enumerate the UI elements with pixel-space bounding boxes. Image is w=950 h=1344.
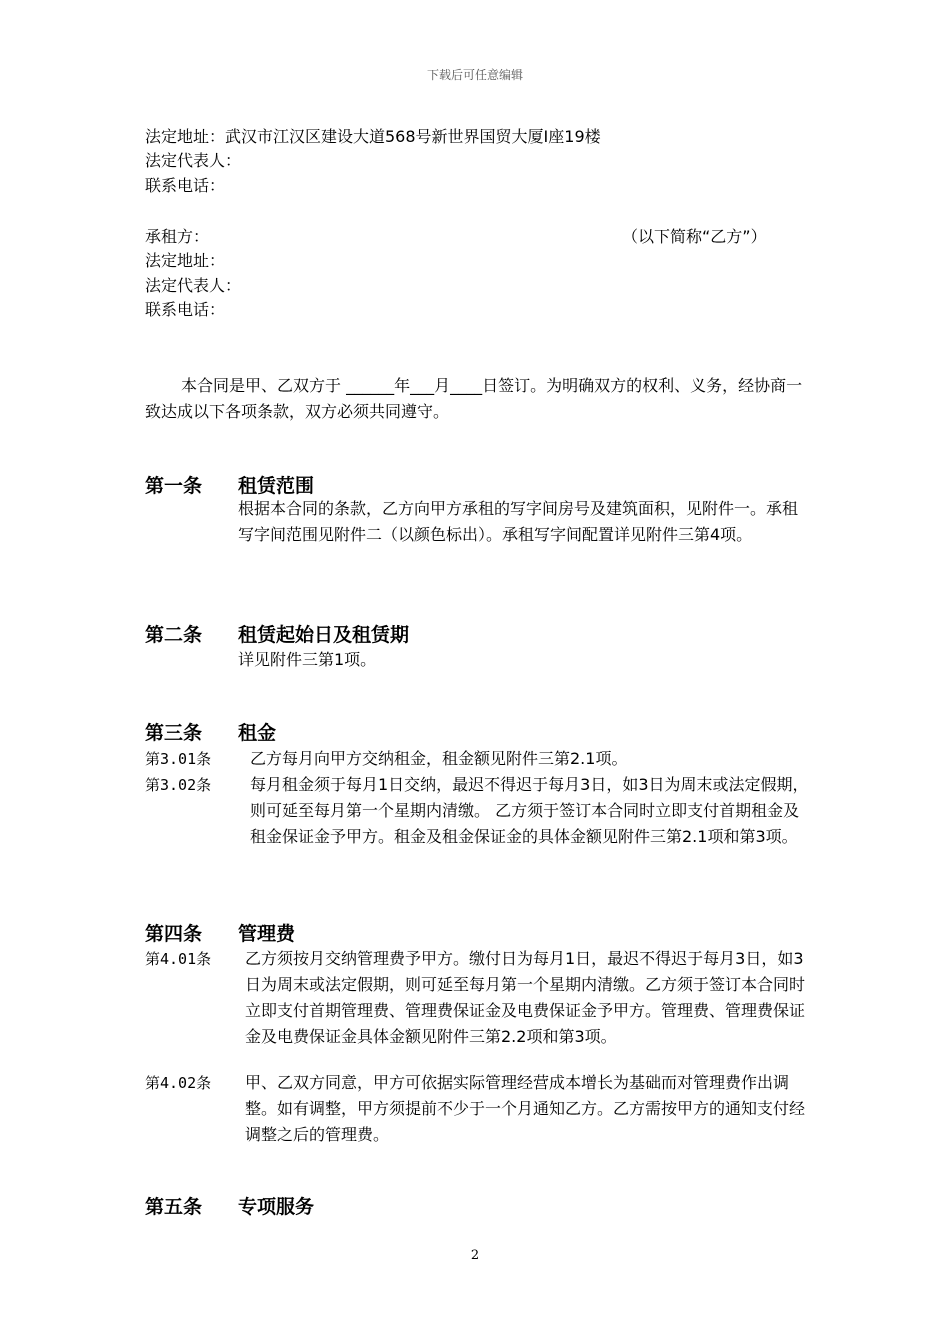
- lessor-representative: 法定代表人：: [145, 151, 242, 170]
- article-number: 第五条: [145, 1196, 203, 1218]
- article-number: 第三条: [145, 722, 203, 744]
- lessee-name: 承租方：: [145, 227, 210, 246]
- article-title: 租赁起始日及租赁期: [238, 624, 410, 646]
- clause-text: 乙方每月向甲方交纳租金，租金额见附件三第2.1项。: [250, 749, 628, 768]
- clause-4-02: [145, 1070, 810, 1148]
- clause-4-01: [145, 946, 810, 1050]
- lessee-address: 法定地址：: [145, 251, 226, 270]
- clause-number: 第3.01条: [145, 750, 212, 768]
- article-5-heading: [145, 1193, 314, 1221]
- article-title: 管理费: [238, 923, 296, 945]
- article-number: 第一条: [145, 475, 203, 497]
- article-title: 租赁范围: [238, 475, 315, 497]
- article-1-text: 根据本合同的条款，乙方向甲方承租的写字间房号及建筑面积，见附件一。承租写字间范围见附件二（以颜色标出）。承租写字间配置详见附件三第4项。: [238, 499, 799, 544]
- lessee-phone: 联系电话：: [145, 300, 226, 319]
- clause-number: 第4.02条: [145, 1074, 212, 1092]
- clause-text: 乙方须按月交纳管理费予甲方。缴付日为每月1日，最迟不得迟于每月3日，如3日为周末或法定假期，则可延至每月第一个星期内清缴。乙方须于签订本合同时立即支付首期管理费、管理费保证金及电费保证金予甲方。管理费、管理费保证金及电费保证金具体金额见附件三第2.2项和第3项。: [245, 949, 806, 1046]
- article-3-heading: [145, 719, 276, 747]
- clause-number: 第3.02条: [145, 776, 212, 794]
- lessee-alias: （以下简称“乙方”）: [622, 227, 767, 246]
- lessor-phone: 联系电话：: [145, 176, 226, 195]
- article-number: 第二条: [145, 624, 203, 646]
- article-title: 租金: [238, 722, 277, 744]
- article-4-heading: [145, 920, 295, 948]
- intro-paragraph: 本合同是甲、乙双方于 ______年___月____日签订。为明确双方的权利、义务，经协商一致达成以下各项条款，双方必须共同遵守。: [145, 376, 803, 421]
- lessee-representative: 法定代表人：: [145, 276, 242, 295]
- clause-3-01: [145, 746, 810, 772]
- article-number: 第四条: [145, 923, 203, 945]
- article-2-text: 详见附件三第1项。: [238, 650, 377, 669]
- article-title: 专项服务: [238, 1196, 315, 1218]
- clause-number: 第4.01条: [145, 950, 212, 968]
- clause-text: 甲、乙双方同意，甲方可依据实际管理经营成本增长为基础而对管理费作出调整。如有调整，甲方须提前不少于一个月通知乙方。乙方需按甲方的通知支付经调整之后的管理费。: [245, 1073, 806, 1144]
- page-header: 下载后可任意编辑: [426, 68, 523, 82]
- clause-text: 每月租金须于每月1日交纳，最迟不得迟于每月3日，如3日为周末或法定假期，则可延至每月第一个星期内清缴。 乙方须于签订本合同时立即支付首期租金及租金保证金予甲方。租金及租金保证金的具体金额见附件三第2.1项和第3项。: [250, 775, 809, 846]
- page-number: 2: [470, 1248, 480, 1263]
- lessor-address: 法定地址：武汉市江汉区建设大道568号新世界国贸大厦Ⅰ座19楼: [145, 127, 601, 146]
- article-2-heading: [145, 621, 409, 649]
- clause-3-02: [145, 772, 810, 850]
